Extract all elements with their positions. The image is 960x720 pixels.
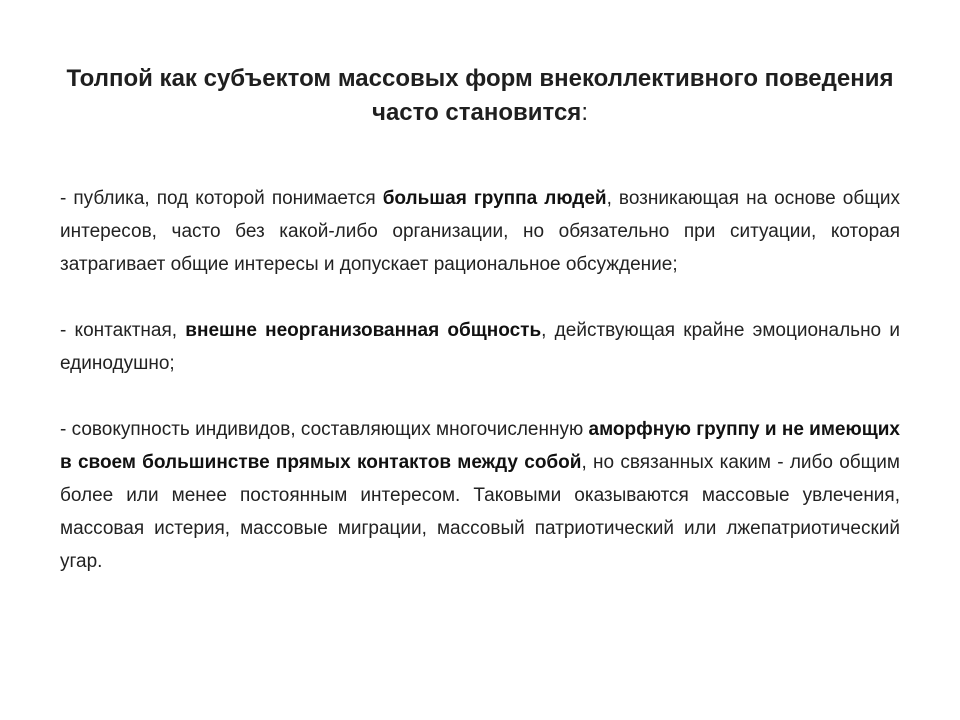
paragraph-mass-aggregate — [60, 413, 900, 578]
paragraph-text: , возникающая на основе общих интересов, часто без какой-либо организации, но обязательно при ситуации, которая затрагивает общие интересы и допускает рациональное обсуждение; — [60, 188, 900, 275]
paragraph-emphasis: аморфную группу и не имеющих в своем большинстве прямых контактов между собой — [60, 419, 900, 473]
paragraph-text: - контактная, — [60, 320, 186, 341]
paragraph-text: , действующая крайне эмоционально и единодушно; — [60, 320, 900, 374]
slide-title-colon: : — [581, 99, 588, 126]
paragraph-text: , но связанных каким - либо общим более или менее постоянным интересом. Таковыми оказываются массовые увлечения, массовая истерия, массовые миграции, массовый патриотический или лжепатриотический угар. — [60, 452, 900, 572]
slide-title — [60, 62, 900, 130]
slide-title-text: Толпой как субъектом массовых форм внеколлективного поведения часто становится — [66, 65, 894, 126]
paragraph-text: - совокупность индивидов, составляющих многочисленную — [60, 419, 589, 440]
paragraph-emphasis: внешне неорганизованная общность — [185, 320, 542, 341]
slide-body — [60, 182, 900, 578]
paragraph-public — [60, 182, 900, 281]
paragraph-contact-community — [60, 314, 900, 380]
paragraph-emphasis: большая группа людей — [382, 188, 607, 209]
paragraph-text: - публика, под которой понимается — [60, 188, 383, 209]
